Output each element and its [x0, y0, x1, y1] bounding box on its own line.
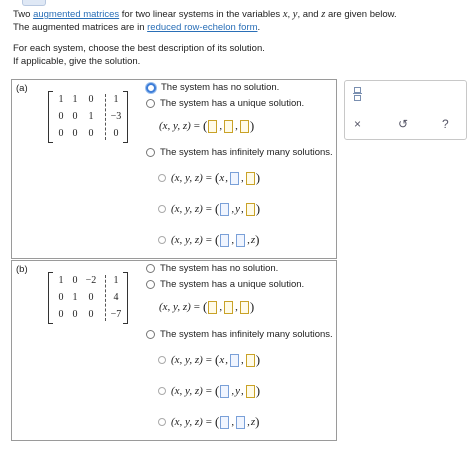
answer-box-z[interactable]	[246, 385, 255, 398]
top-tab	[22, 0, 46, 6]
radio-icon[interactable]	[158, 236, 166, 244]
intro-line-3: For each system, choose the best description of its solution.	[13, 43, 265, 54]
system-label: (a)	[16, 83, 28, 94]
answer-box-y[interactable]	[230, 172, 239, 185]
instructions	[13, 9, 453, 68]
answer-box-x[interactable]	[208, 120, 217, 133]
option-infinite-solutions-b[interactable]: The system has infinitely many solutions.	[146, 329, 333, 340]
infinite-form-2-a[interactable]: (x, y, z) = ( , y , )	[158, 201, 260, 217]
option-no-solution-a[interactable]: The system has no solution.	[146, 82, 279, 93]
radio-icon[interactable]	[146, 330, 155, 339]
answer-box-z[interactable]	[246, 354, 255, 367]
answer-box-z[interactable]	[246, 203, 255, 216]
intro-line-1: Two augmented matrices for two linear systems in the variables x, y, and z are given below.	[13, 9, 397, 20]
undo-icon[interactable]: ↺	[398, 117, 409, 131]
option-infinite-solutions-a[interactable]: The system has infinitely many solutions.	[146, 147, 333, 158]
option-no-solution-b[interactable]: The system has no solution.	[146, 263, 278, 274]
radio-icon[interactable]	[146, 99, 155, 108]
augmented-matrix-a: 1 1 0 1 0 0 1 −3 0 0 0 0	[48, 91, 128, 143]
answer-box-z[interactable]	[246, 172, 255, 185]
radio-icon[interactable]	[158, 356, 166, 364]
radio-selected-icon[interactable]	[146, 83, 156, 93]
answer-box-x[interactable]	[220, 203, 229, 216]
infinite-form-1-b[interactable]: (x, y, z) = ( x , , )	[158, 352, 260, 368]
answer-box-y[interactable]	[224, 301, 233, 314]
clear-icon[interactable]: ×	[354, 117, 362, 131]
option-unique-solution-a[interactable]: The system has a unique solution.	[146, 98, 304, 109]
answer-box-y[interactable]	[236, 416, 245, 429]
fraction-template-icon[interactable]	[353, 87, 362, 102]
infinite-form-3-a[interactable]: (x, y, z) = ( , , z )	[158, 232, 259, 248]
radio-icon[interactable]	[158, 205, 166, 213]
system-label: (b)	[16, 264, 28, 275]
infinite-form-2-b[interactable]: (x, y, z) = ( , y , )	[158, 383, 260, 399]
answer-box-x[interactable]	[220, 416, 229, 429]
infinite-form-1-a[interactable]: (x, y, z) = ( x , , )	[158, 170, 260, 186]
augmented-matrices-link[interactable]: augmented matrices	[33, 9, 120, 20]
answer-box-y[interactable]	[230, 354, 239, 367]
system-a-panel	[11, 79, 337, 259]
radio-icon[interactable]	[146, 280, 155, 289]
augmented-matrix-b: 1 0 −2 1 0 1 0 4 0 0 0 −7	[48, 272, 128, 324]
radio-icon[interactable]	[146, 264, 155, 273]
infinite-form-3-b[interactable]: (x, y, z) = ( , , z )	[158, 414, 259, 430]
system-b-panel	[11, 260, 337, 441]
option-unique-solution-b[interactable]: The system has a unique solution.	[146, 279, 304, 290]
answer-box-z[interactable]	[240, 120, 249, 133]
intro-line-4: If applicable, give the solution.	[13, 55, 141, 67]
unique-solution-expr-b: (x, y, z) = ( , , )	[159, 299, 255, 314]
answer-box-y[interactable]	[236, 234, 245, 247]
radio-icon[interactable]	[158, 174, 166, 182]
answer-box-x[interactable]	[208, 301, 217, 314]
math-tool-palette	[344, 80, 467, 140]
answer-box-y[interactable]	[224, 120, 233, 133]
help-icon[interactable]: ?	[442, 117, 449, 131]
answer-box-x[interactable]	[220, 234, 229, 247]
radio-icon[interactable]	[158, 387, 166, 395]
rref-link[interactable]: reduced row-echelon form	[147, 21, 258, 33]
radio-icon[interactable]	[146, 148, 155, 157]
answer-box-z[interactable]	[240, 301, 249, 314]
unique-solution-expr-a: (x, y, z) = ( , , )	[159, 118, 255, 133]
intro-line-2: The augmented matrices are in reduced row-echelon form.	[13, 21, 261, 33]
answer-box-x[interactable]	[220, 385, 229, 398]
radio-icon[interactable]	[158, 418, 166, 426]
